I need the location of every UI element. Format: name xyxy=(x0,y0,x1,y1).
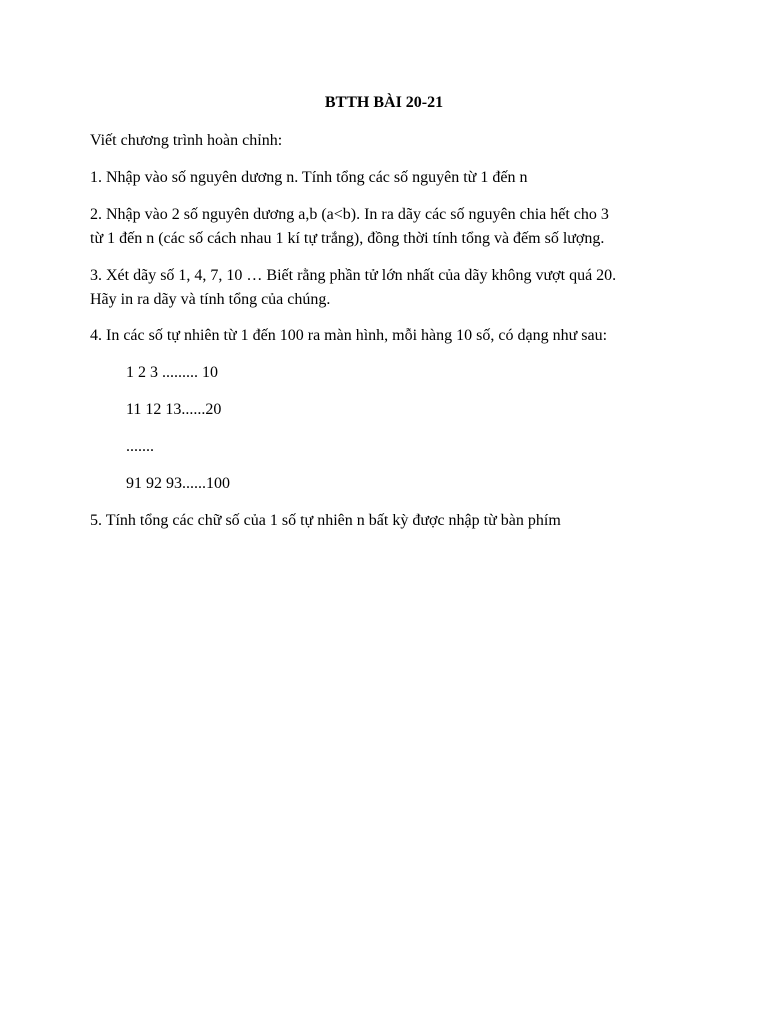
example-line-2: 11 12 13......20 xyxy=(126,401,222,418)
exercise-2-line-1: 2. Nhập vào 2 số nguyên dương a,b (a<b). In ra dãy các số nguyên chia hết cho 3 xyxy=(90,206,609,223)
exercise-1-line-1: 1. Nhập vào số nguyên dương n. Tính tổng các số nguyên từ 1 đến n xyxy=(90,169,528,186)
exercise-4-line-1: 4. In các số tự nhiên từ 1 đến 100 ra màn hình, mỗi hàng 10 số, có dạng như sau: xyxy=(90,327,608,344)
example-line-3: ....... xyxy=(126,438,154,455)
example-line-4: 91 92 93......100 xyxy=(126,475,230,492)
exercise-1 xyxy=(90,166,690,190)
exercise-2-line-2: từ 1 đến n (các số cách nhau 1 kí tự trắng), đồng thời tính tổng và đếm số lượng. xyxy=(90,230,605,247)
exercise-3-line-1: 3. Xét dãy số 1, 4, 7, 10 … Biết rằng phần tử lớn nhất của dãy không vượt quá 20. xyxy=(90,267,617,284)
exercise-5: 5. Tính tổng các chữ số của 1 số tự nhiên n bất kỳ được nhập từ bàn phím xyxy=(90,512,561,529)
exercise-3 xyxy=(90,264,690,312)
exercise-4 xyxy=(90,324,690,348)
document-title: BTTH BÀI 20-21 xyxy=(324,94,444,111)
intro-text: Viết chương trình hoàn chỉnh: xyxy=(90,132,283,149)
exercise-2 xyxy=(90,203,690,251)
exercise-3-line-2: Hãy in ra dãy và tính tổng của chúng. xyxy=(90,291,331,308)
example-line-1: 1 2 3 ......... 10 xyxy=(126,364,218,381)
